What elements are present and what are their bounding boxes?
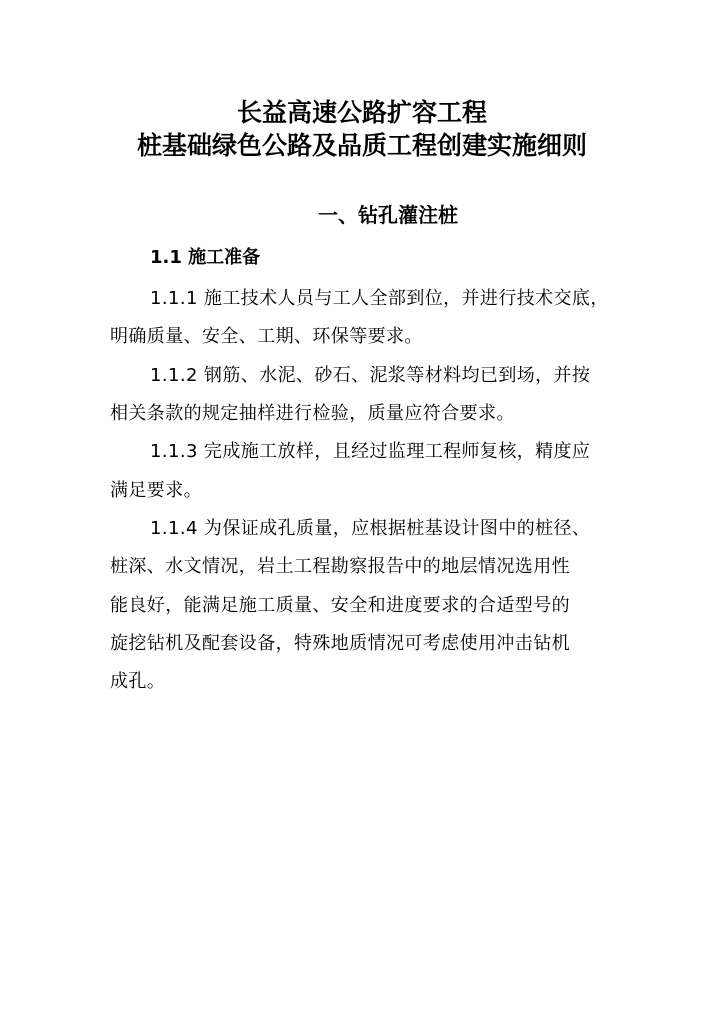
paragraph-4-line-4: 旋挖钻机及配套设备，特殊地质情况可考虑使用冲击钻机 bbox=[110, 633, 570, 654]
paragraph-4-line-5: 成孔。 bbox=[110, 671, 166, 692]
document-title-line-1: 长益高速公路扩容工程 bbox=[236, 98, 487, 127]
paragraph-4-line-1: 1.1.4 为保证成孔质量，应根据桩基设计图中的桩径、 bbox=[150, 518, 591, 539]
paragraph-3-line-1: 1.1.3 完成施工放样，且经过监理工程师复核，精度应 bbox=[150, 441, 591, 462]
paragraph-2-line-1: 1.1.2 钢筋、水泥、砂石、泥浆等材料均已到场，并按 bbox=[150, 365, 591, 386]
paragraph-4-line-2: 桩深、水文情况，岩土工程勘察报告中的地层情况选用性 bbox=[110, 556, 570, 577]
paragraph-1-line-2: 明确质量、安全、工期、环保等要求。 bbox=[110, 326, 423, 347]
paragraph-4-line-3: 能良好，能满足施工质量、安全和进度要求的合适型号的 bbox=[110, 595, 570, 616]
subsection-heading: 1.1 施工准备 bbox=[150, 247, 261, 268]
section-heading: 一、钻孔灌注桩 bbox=[318, 203, 458, 227]
paragraph-3-line-2: 满足要求。 bbox=[110, 480, 202, 501]
paragraph-1-line-1: 1.1.1 施工技术人员与工人全部到位，并进行技术交底， bbox=[150, 288, 609, 309]
paragraph-2-line-2: 相关条款的规定抽样进行检验，质量应符合要求。 bbox=[110, 403, 515, 424]
document-title-line-2: 桩基础绿色公路及品质工程创建实施细则 bbox=[136, 131, 587, 160]
